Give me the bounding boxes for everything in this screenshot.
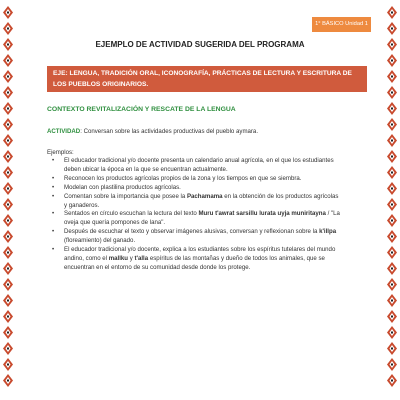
border-motif-icon [3,262,13,275]
border-motif-icon [387,198,397,211]
border-motif-icon [3,6,13,19]
border-motif-icon [387,310,397,323]
section-title: CONTEXTO REVITALIZACIÓN Y RESCATE DE LA LENGUA [47,106,236,113]
border-motif-icon [3,70,13,83]
decorative-border-left [0,0,16,400]
list-item: • Comentan sobre la importancia que posee la Pachamama en la obtención de los productos agrícolas y ganaderos. [47,193,341,211]
border-motif-icon [3,326,13,339]
border-motif-icon [387,102,397,115]
border-motif-icon [387,342,397,355]
border-motif-icon [3,374,13,387]
examples-list [47,157,341,273]
border-motif-icon [387,118,397,131]
border-motif-icon [3,198,13,211]
border-motif-icon [3,182,13,195]
border-motif-icon [3,294,13,307]
activity-text: : Conversan sobre las actividades productivas del pueblo aymara. [80,128,259,135]
eje-banner: EJE: LENGUA, TRADICIÓN ORAL, ICONOGRAFÍA, PRÁCTICAS DE LECTURA Y ESCRITURA DE LOS PUEBLOS ORIGINARIOS. [47,66,367,92]
border-motif-icon [387,326,397,339]
border-motif-icon [387,246,397,259]
border-motif-icon [387,294,397,307]
list-item: • Sentados en círculo escuchan la lectura del texto Muru t'awrat sarsillu lurata uyja muniritayna / "La oveja que quería pompones de lana". [47,210,341,228]
border-motif-icon [387,150,397,163]
border-motif-icon [387,38,397,51]
border-motif-icon [387,134,397,147]
border-motif-icon [3,54,13,67]
border-motif-icon [387,262,397,275]
border-motif-icon [3,342,13,355]
border-motif-icon [387,214,397,227]
border-motif-icon [387,22,397,35]
border-motif-icon [387,182,397,195]
decorative-border-right [384,0,400,400]
border-motif-icon [387,230,397,243]
border-motif-icon [387,374,397,387]
list-item: • Después de escuchar el texto y observar imágenes alusivas, conversan y reflexionan sobre la k'illpa (floreamiento) del ganado. [47,228,341,246]
activity-statement [47,128,258,135]
activity-label: ACTIVIDAD [47,128,81,135]
border-motif-icon [3,310,13,323]
border-motif-icon [3,278,13,291]
border-motif-icon [3,246,13,259]
border-motif-icon [3,86,13,99]
border-motif-icon [387,166,397,179]
list-item: • Reconocen los productos agrícolas propios de la zona y los tiempos en que se siembra. [47,175,341,184]
border-motif-icon [3,214,13,227]
border-motif-icon [387,54,397,67]
border-motif-icon [3,358,13,371]
border-motif-icon [387,278,397,291]
examples-label: Ejemplos: [47,149,74,156]
border-motif-icon [3,102,13,115]
list-item: • El educador tradicional y/o docente, explica a los estudiantes sobre los espíritus tutelares del mundo andino, como el mallku y t'alla espíritus de las montañas y dueño de todos los animales, que se encuentran en el entorno de su comunidad desde donde los protege. [47,246,341,273]
list-item: • Modelan con plastilina productos agrícolas. [47,184,341,193]
border-motif-icon [3,150,13,163]
border-motif-icon [3,166,13,179]
border-motif-icon [3,230,13,243]
grade-unit-badge: 1° BÁSICO Unidad 1 [312,17,371,32]
border-motif-icon [3,134,13,147]
list-item: • El educador tradicional y/o docente presenta un calendario anual agrícola, en el que los estudiantes deben ubicar la época en la que se encuentran actualmente. [47,157,341,175]
border-motif-icon [3,38,13,51]
border-motif-icon [3,22,13,35]
border-motif-icon [387,358,397,371]
border-motif-icon [3,118,13,131]
border-motif-icon [387,70,397,83]
page-title: EJEMPLO DE ACTIVIDAD SUGERIDA DEL PROGRAMA [95,40,305,49]
border-motif-icon [387,6,397,19]
border-motif-icon [387,86,397,99]
